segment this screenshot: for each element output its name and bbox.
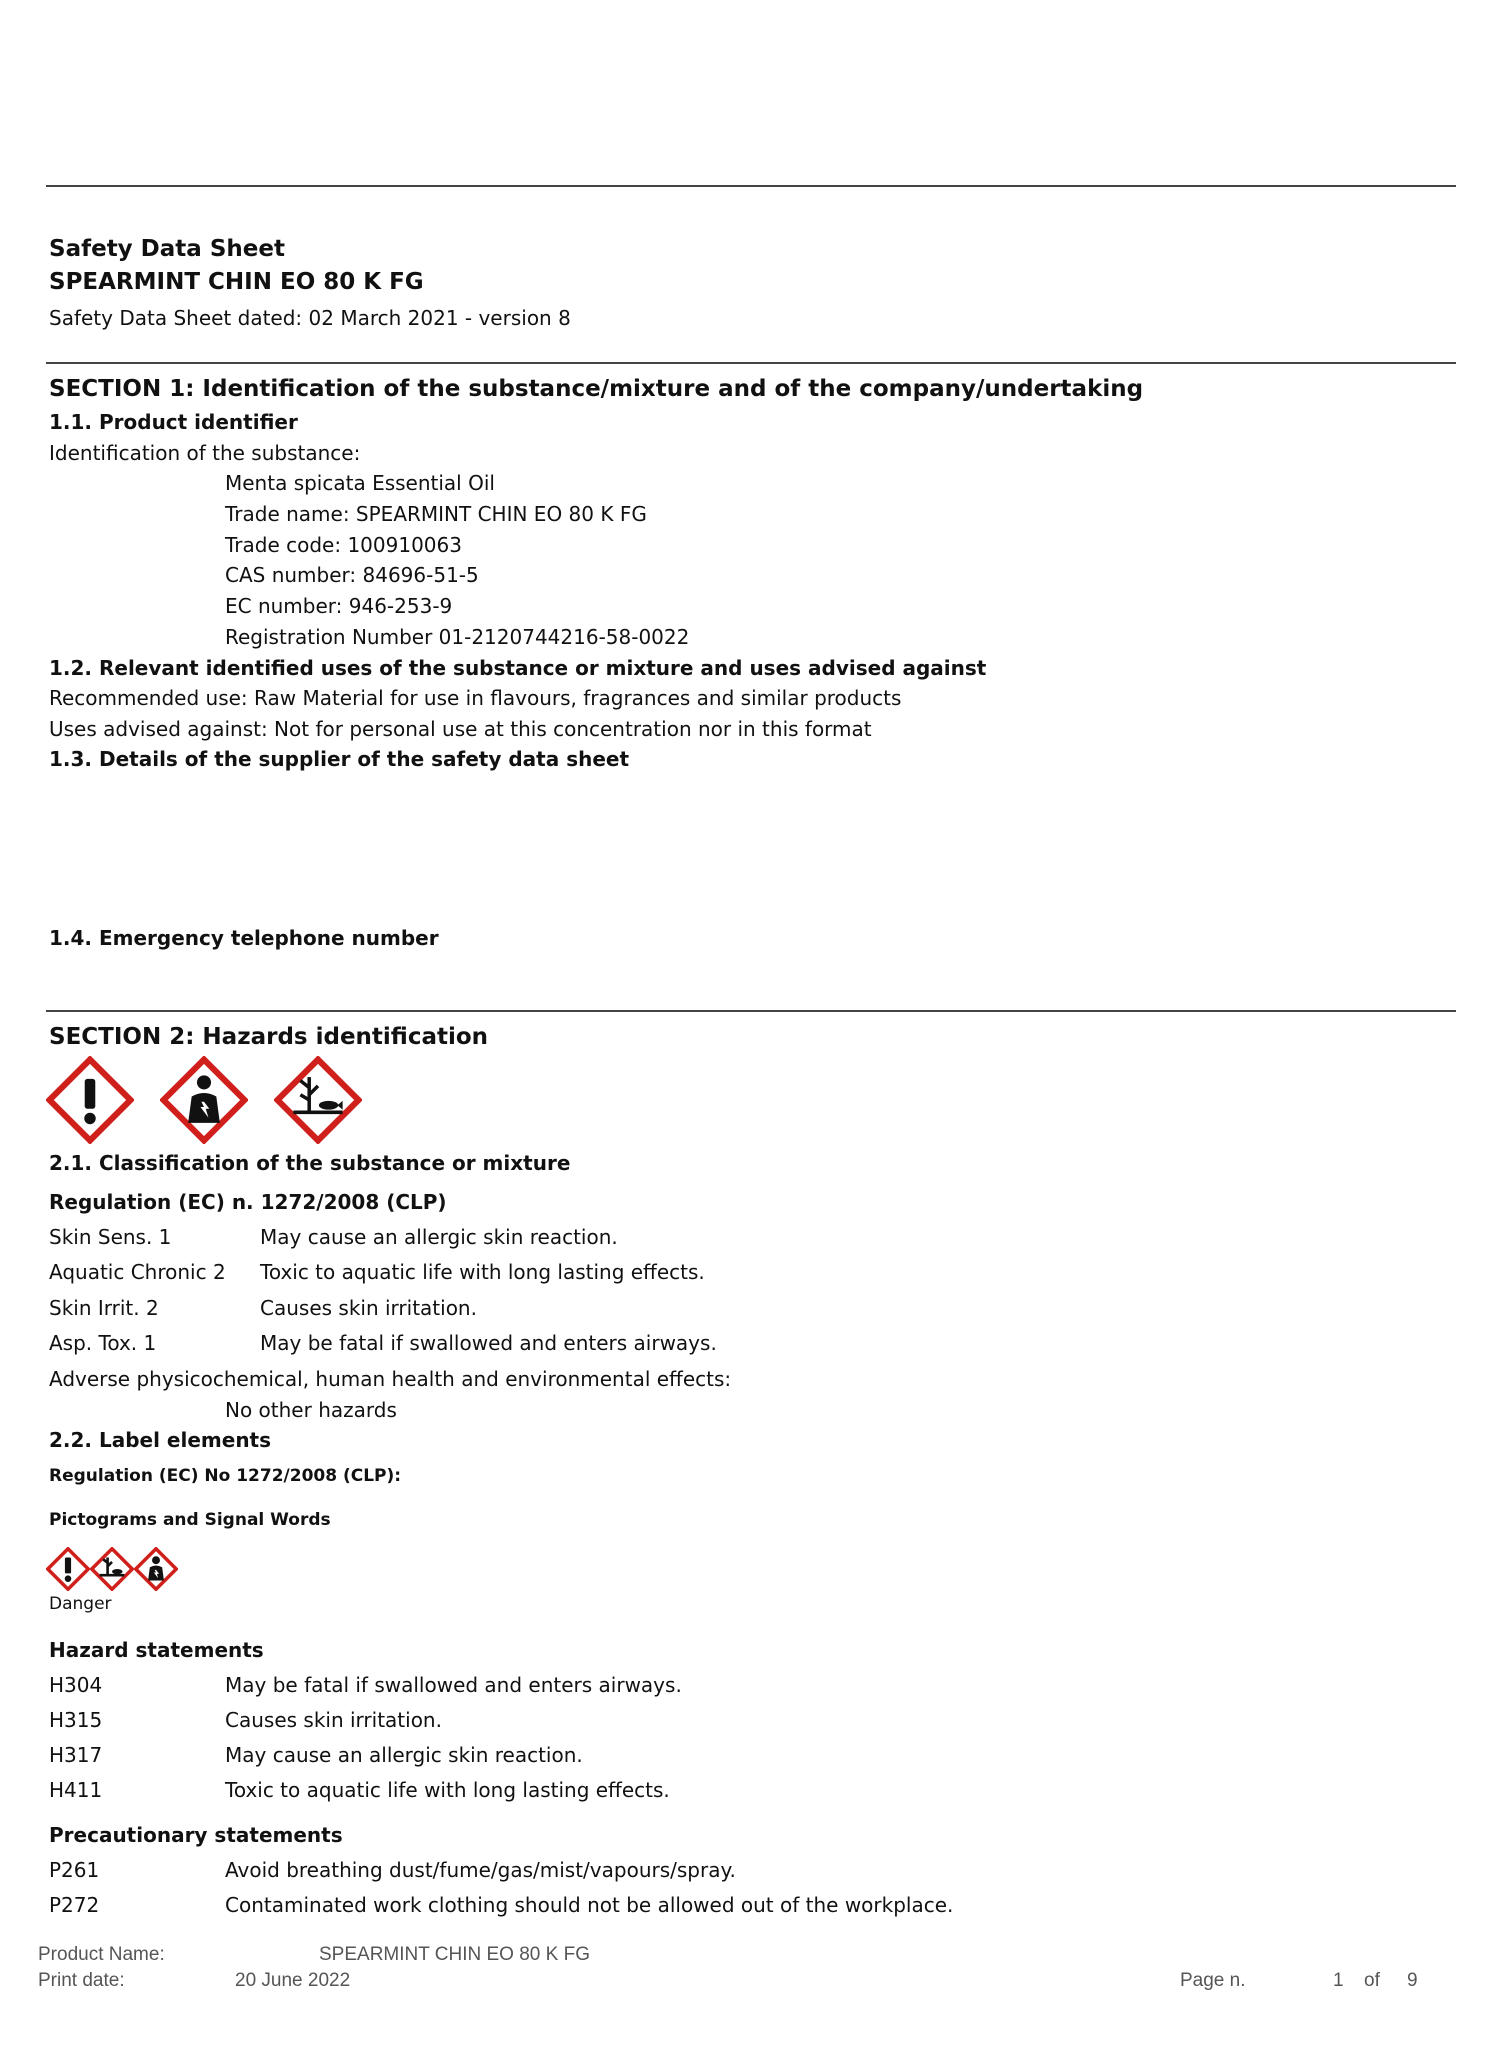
s13-title: 1.3. Details of the supplier of the safety data sheet (49, 747, 630, 771)
s22-title: 2.2. Label elements (49, 1428, 272, 1452)
footer-page-number: 1 (1333, 1970, 1344, 1991)
hazard-code: H315 (49, 1708, 103, 1732)
s11-title: 1.1. Product identifier (49, 410, 298, 434)
doc-type-title: Safety Data Sheet (49, 236, 285, 262)
exclamation-mark-icon (46, 1547, 90, 1591)
section1-rule (46, 362, 1456, 364)
environment-icon (90, 1547, 134, 1591)
section2-title: SECTION 2: Hazards identification (49, 1024, 489, 1050)
precaution-code: P261 (49, 1858, 100, 1882)
environment-icon (274, 1056, 362, 1144)
classification-text: May cause an allergic skin reaction. (260, 1225, 618, 1249)
uses-advised-against: Uses advised against: Not for personal use at this concentration nor in this format (49, 717, 872, 741)
adverse-effects-value: No other hazards (225, 1398, 397, 1422)
section1-title: SECTION 1: Identification of the substance/mixture and of the company/undertaking (49, 376, 1144, 402)
classification-code: Aquatic Chronic 2 (49, 1260, 226, 1284)
pictograms-signal-heading: Pictograms and Signal Words (49, 1510, 331, 1530)
cas-number: CAS number: 84696-51-5 (225, 563, 479, 587)
product-title: SPEARMINT CHIN EO 80 K FG (49, 269, 424, 295)
hazard-code: H411 (49, 1778, 103, 1802)
footer-print-label: Print date: (38, 1970, 125, 1991)
hazard-statements-title: Hazard statements (49, 1638, 264, 1662)
precaution-code: P272 (49, 1893, 100, 1917)
exclamation-mark-icon (46, 1056, 134, 1144)
precaution-text: Avoid breathing dust/fume/gas/mist/vapours/spray. (225, 1858, 736, 1882)
s14-title: 1.4. Emergency telephone number (49, 926, 439, 950)
signal-word: Danger (49, 1594, 112, 1614)
s12-title: 1.2. Relevant identified uses of the substance or mixture and uses advised against (49, 656, 987, 680)
hazard-code: H317 (49, 1743, 103, 1767)
top-rule (46, 185, 1456, 187)
hazard-text: Toxic to aquatic life with long lasting effects. (225, 1778, 670, 1802)
sds-dated: Safety Data Sheet dated: 02 March 2021 - version 8 (49, 306, 571, 330)
footer-page-total: 9 (1407, 1970, 1418, 1991)
regulation-heading: Regulation (EC) n. 1272/2008 (CLP) (49, 1190, 447, 1214)
health-hazard-icon (160, 1056, 248, 1144)
substance-name: Menta spicata Essential Oil (225, 471, 495, 495)
classification-code: Skin Sens. 1 (49, 1225, 172, 1249)
health-hazard-icon (134, 1547, 178, 1591)
footer-product-value: SPEARMINT CHIN EO 80 K FG (319, 1944, 590, 1965)
footer-print-value: 20 June 2022 (235, 1970, 351, 1991)
footer-product-label: Product Name: (38, 1944, 165, 1965)
hazard-text: Causes skin irritation. (225, 1708, 442, 1732)
registration-number: Registration Number 01-2120744216-58-0022 (225, 625, 690, 649)
adverse-effects-label: Adverse physicochemical, human health and environmental effects: (49, 1367, 732, 1391)
trade-name: Trade name: SPEARMINT CHIN EO 80 K FG (225, 502, 647, 526)
ec-number: EC number: 946-253-9 (225, 594, 453, 618)
s21-title: 2.1. Classification of the substance or mixture (49, 1151, 571, 1175)
recommended-use: Recommended use: Raw Material for use in flavours, fragrances and similar products (49, 686, 902, 710)
precautionary-statements-title: Precautionary statements (49, 1823, 343, 1847)
trade-code: Trade code: 100910063 (225, 533, 462, 557)
precaution-text: Contaminated work clothing should not be allowed out of the workplace. (225, 1893, 954, 1917)
section2-rule (46, 1010, 1456, 1012)
classification-text: Toxic to aquatic life with long lasting effects. (260, 1260, 705, 1284)
hazard-code: H304 (49, 1673, 103, 1697)
hazard-text: May cause an allergic skin reaction. (225, 1743, 583, 1767)
label-regulation: Regulation (EC) No 1272/2008 (CLP): (49, 1466, 402, 1486)
classification-text: Causes skin irritation. (260, 1296, 477, 1320)
classification-code: Skin Irrit. 2 (49, 1296, 159, 1320)
footer-page-label: Page n. (1180, 1970, 1246, 1991)
classification-code: Asp. Tox. 1 (49, 1331, 157, 1355)
footer-of-label: of (1364, 1970, 1380, 1991)
classification-text: May be fatal if swallowed and enters airways. (260, 1331, 717, 1355)
ident-label: Identification of the substance: (49, 441, 361, 465)
hazard-text: May be fatal if swallowed and enters airways. (225, 1673, 682, 1697)
